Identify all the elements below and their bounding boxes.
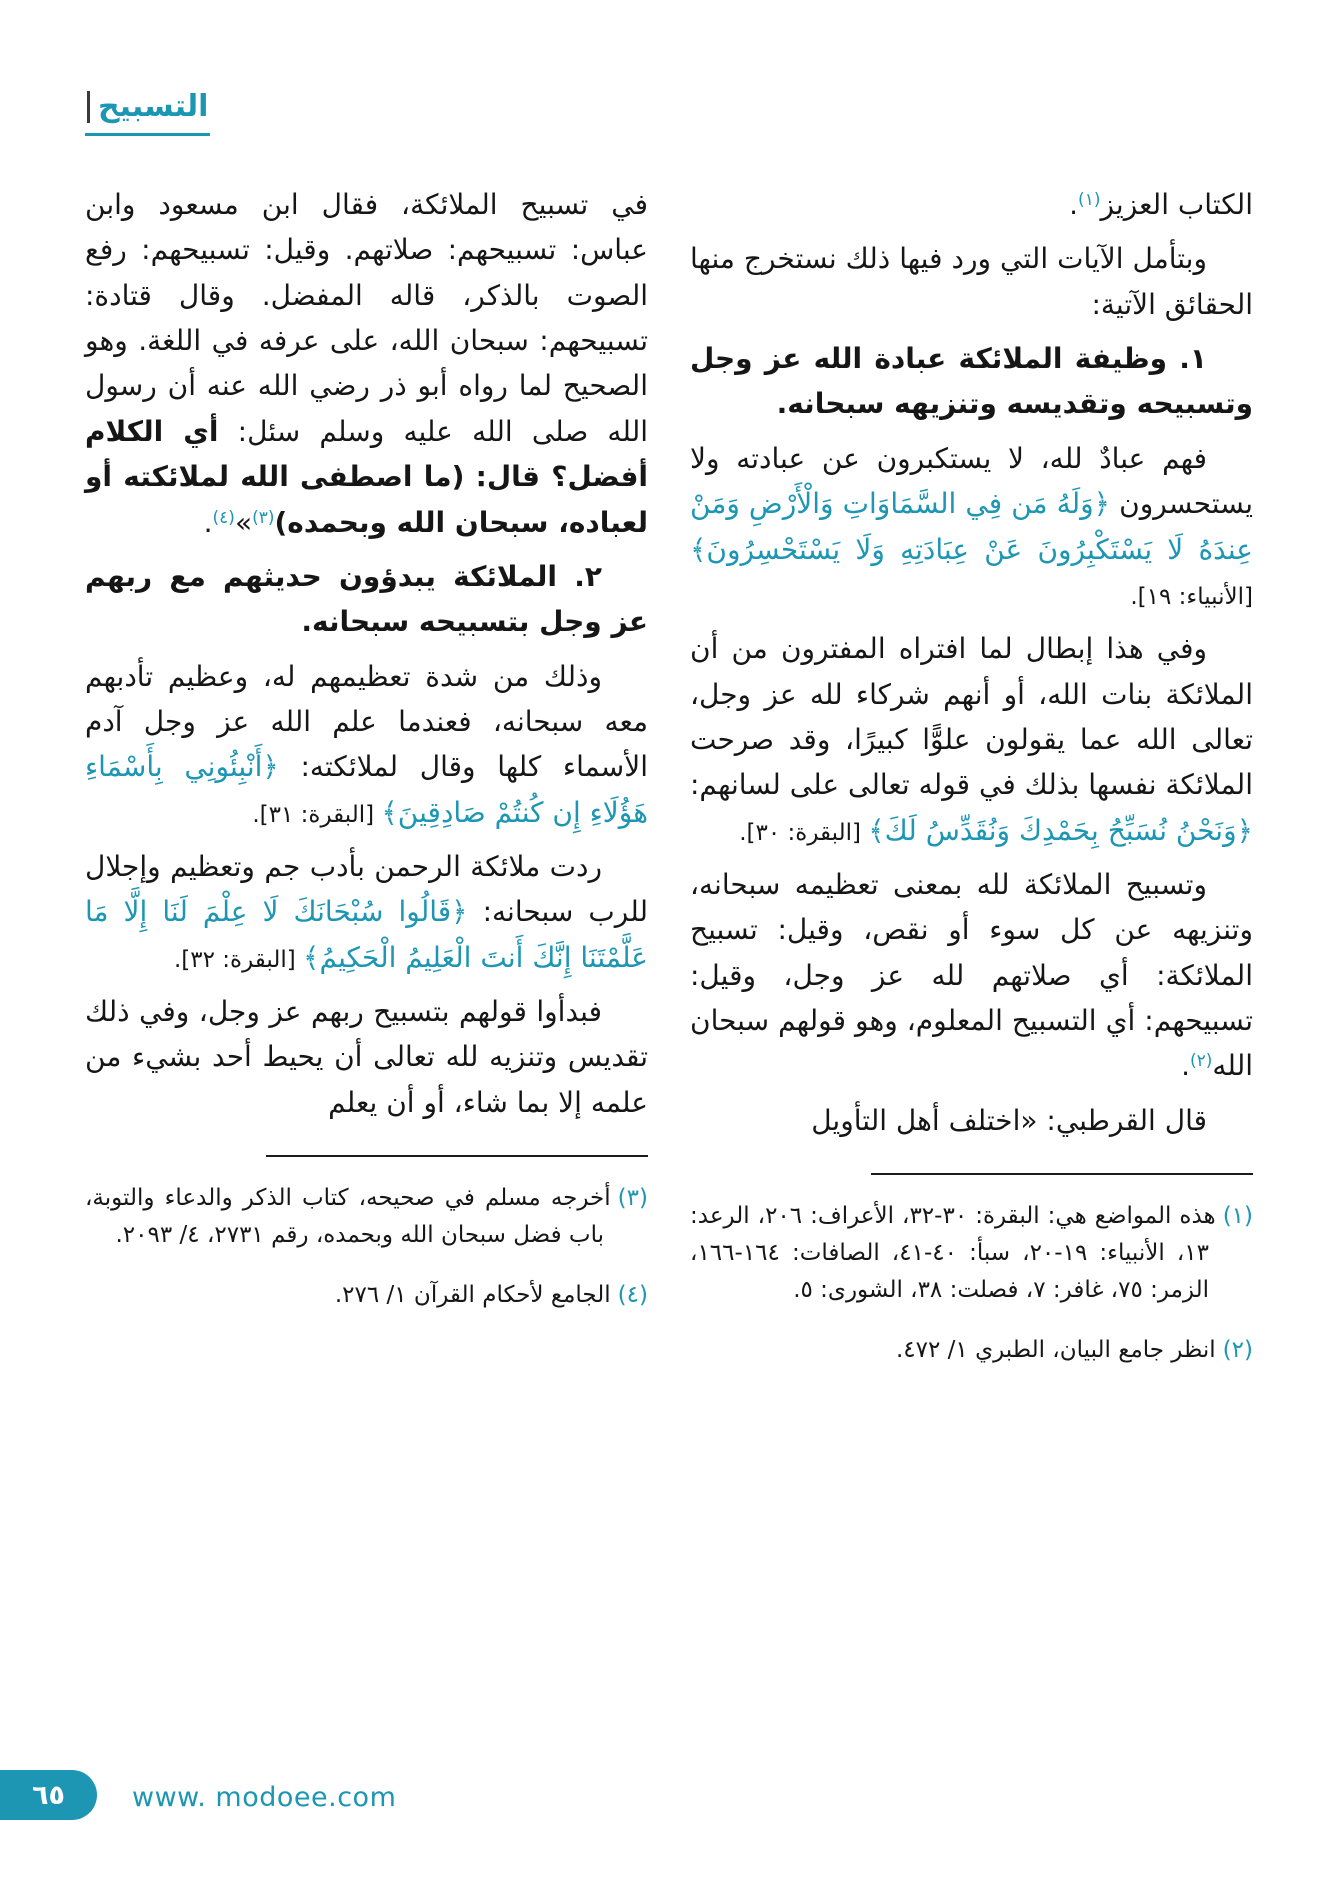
paragraph <box>690 182 1253 227</box>
paragraph <box>690 626 1253 853</box>
text-segment: ﴿وَنَحْنُ نُسَبِّحُ بِحَمْدِكَ وَنُقَدِّسُ لَكَ﴾ <box>868 813 1253 847</box>
text-segment: » <box>234 505 253 539</box>
text-segment: أي الكلام أفضل؟ قال: (ما اصطفى الله لملائكته أو لعباده، سبحان الله وبحمده) <box>85 414 648 539</box>
text-segment: فبدأوا قولهم بتسبيح ربهم عز وجل، وفي ذلك تقديس وتنزيه لله تعالى أن يحيط أحد بشيء من علمه إلا بما شاء، أو أن يعلم <box>85 995 648 1119</box>
paragraph <box>690 862 1253 1089</box>
text-segment: ﴿قَالُوا سُبْحَانَكَ لَا عِلْمَ لَنَا إِلَّا مَا عَلَّمْتَنَا إِنَّكَ أَنتَ الْعَلِيمُ الْحَكِيمُ﴾ <box>85 895 648 974</box>
footnote-text: هذه المواضع هي: البقرة: ٣٠-٣٢، الأعراف: ٢٠٦، الرعد: ١٣، الأنبياء: ١٩-٢٠، سبأ: ٤٠-٤١، الصافات: ١٦٤-١٦٦، الزمر: ٧٥، غافر: ٧، فصلت: ٣٨، الشورى: ٥. <box>690 1203 1216 1303</box>
text-segment: [البقرة: ٣٠]. <box>739 819 869 846</box>
column-left <box>85 182 648 1373</box>
footnote-text: أخرجه مسلم في صحيحه، كتاب الذكر والدعاء والتوبة، باب فضل سبحان الله وبحمده، رقم ٢٧٣١، ٤/ ٢٠٩٣. <box>85 1185 611 1248</box>
text-segment: وذلك من شدة تعظيمهم له، وعظيم تأدبهم معه سبحانه، فعندما علم الله عز وجل آدم الأسماء كلها وقال لملائكته: <box>85 659 649 784</box>
text-segment: ٢. الملائكة يبدؤون حديثهم مع ربهم عز وجل بتسبيحه سبحانه. <box>85 559 648 639</box>
text-segment: وفي هذا إبطال لما افتراه المفترون من أن الملائكة بنات الله، أو أنهم شركاء لله عز وجل، تعالى الله عما يقولون علوًّا كبيرًا، وقد صرحت الملائكة نفسها بذلك في قوله تعالى على لسانهم: <box>690 632 1253 802</box>
footnote-text: انظر جامع البيان، الطبري ١/ ٤٧٢. <box>895 1336 1216 1363</box>
text-segment: وبتأمل الآيات التي ورد فيها ذلك نستخرج منها الحقائق الآتية: <box>690 242 1253 321</box>
text-segment: [البقرة: ٣١]. <box>252 801 382 828</box>
footnote-number: (٤) <box>617 1281 648 1308</box>
page-number-badge <box>0 1770 97 1820</box>
text-segment: قال القرطبي: «اختلف أهل التأويل <box>811 1103 1207 1137</box>
paragraph <box>85 989 648 1125</box>
footnote-number: (٣) <box>617 1185 648 1212</box>
footnote <box>690 1198 1253 1308</box>
text-segment: (٣) <box>252 507 275 528</box>
text-segment: الكتاب العزيز <box>1100 188 1253 221</box>
numbered-heading <box>690 336 1253 427</box>
footnote-separator <box>266 1155 648 1157</box>
text-segment: وتسبيح الملائكة لله بمعنى تعظيمه سبحانه، وتنزيهه عن كل سوء أو نقص، وقيل: تسبيح الملائكة: أي صلاتهم لله عز وجل، وقيل: تسبيحهم: أي التسبيح المعلوم، وهو قولهم سبحان الله <box>690 868 1253 1083</box>
paragraph <box>690 1098 1253 1143</box>
page-number: ٦٥ <box>32 1779 65 1811</box>
text-segment: . <box>203 505 213 539</box>
footnote-text: الجامع لأحكام القرآن ١/ ٢٧٦. <box>334 1281 611 1308</box>
column-right <box>690 182 1253 1373</box>
footnotes-right <box>690 1198 1253 1368</box>
paragraph <box>690 236 1253 327</box>
text-segment: ﴿وَلَهُ مَن فِي السَّمَاوَاتِ وَالْأَرْضِ وَمَنْ عِندَهُ لَا يَسْتَكْبِرُونَ عَنْ عِبَادَتِهِ وَلَا يَسْتَحْسِرُونَ﴾ <box>690 487 1253 566</box>
text-segment: في تسبيح الملائكة، فقال ابن مسعود وابن عباس: تسبيحهم: صلاتهم. وقيل: تسبيحهم: رفع الصوت بالذكر، قاله المفضل. وقال قتادة: تسبيحهم: سبحان الله، على عرفه في اللغة. وهو الصحيح لما رواه أبو ذر رضي الله عنه أن رسول الله صلى الله عليه وسلم سئل: <box>85 188 648 448</box>
content-columns <box>86 182 1253 1373</box>
footnote <box>85 1180 648 1254</box>
footnote <box>85 1277 648 1314</box>
paragraph <box>85 844 648 980</box>
text-segment: (٢) <box>1189 1051 1213 1072</box>
paragraph <box>85 654 648 835</box>
text-segment: ﴿أَنْبِئُونِي بِأَسْمَاءِ هَؤُلَاءِ إِن كُنتُمْ صَادِقِينَ﴾ <box>85 750 648 829</box>
paragraph <box>690 436 1253 617</box>
footnote-number: (٢) <box>1222 1336 1253 1363</box>
text-segment: ردت ملائكة الرحمن بأدب جم وتعظيم وإجلال للرب سبحانه: <box>85 850 648 929</box>
footnote <box>690 1332 1253 1369</box>
text-segment: [البقرة: ٣٢]. <box>173 946 304 973</box>
footnote-separator <box>871 1173 1253 1175</box>
header-rule-icon <box>87 91 90 123</box>
text-segment: . <box>1069 188 1079 221</box>
text-segment: (٤) <box>212 507 235 528</box>
text-segment: [الأنبياء: ١٩]. <box>1130 583 1253 610</box>
text-segment: فهم عبادٌ لله، لا يستكبرون عن عبادته ولا يستحسرون <box>690 441 1253 521</box>
text-segment: . <box>1181 1049 1190 1083</box>
footnotes-left <box>85 1180 648 1313</box>
chapter-title: التسبيح <box>98 89 209 124</box>
paragraph <box>85 182 648 545</box>
website-url: www. modoee.com <box>132 1782 397 1813</box>
numbered-heading <box>85 554 648 645</box>
text-segment: (١) <box>1078 190 1101 210</box>
text-segment: ١. وظيفة الملائكة عبادة الله عز وجل وتسبيحه وتقديسه وتنزيهه سبحانه. <box>690 342 1253 421</box>
page-header <box>85 90 210 136</box>
footnote-number: (١) <box>1222 1203 1254 1230</box>
